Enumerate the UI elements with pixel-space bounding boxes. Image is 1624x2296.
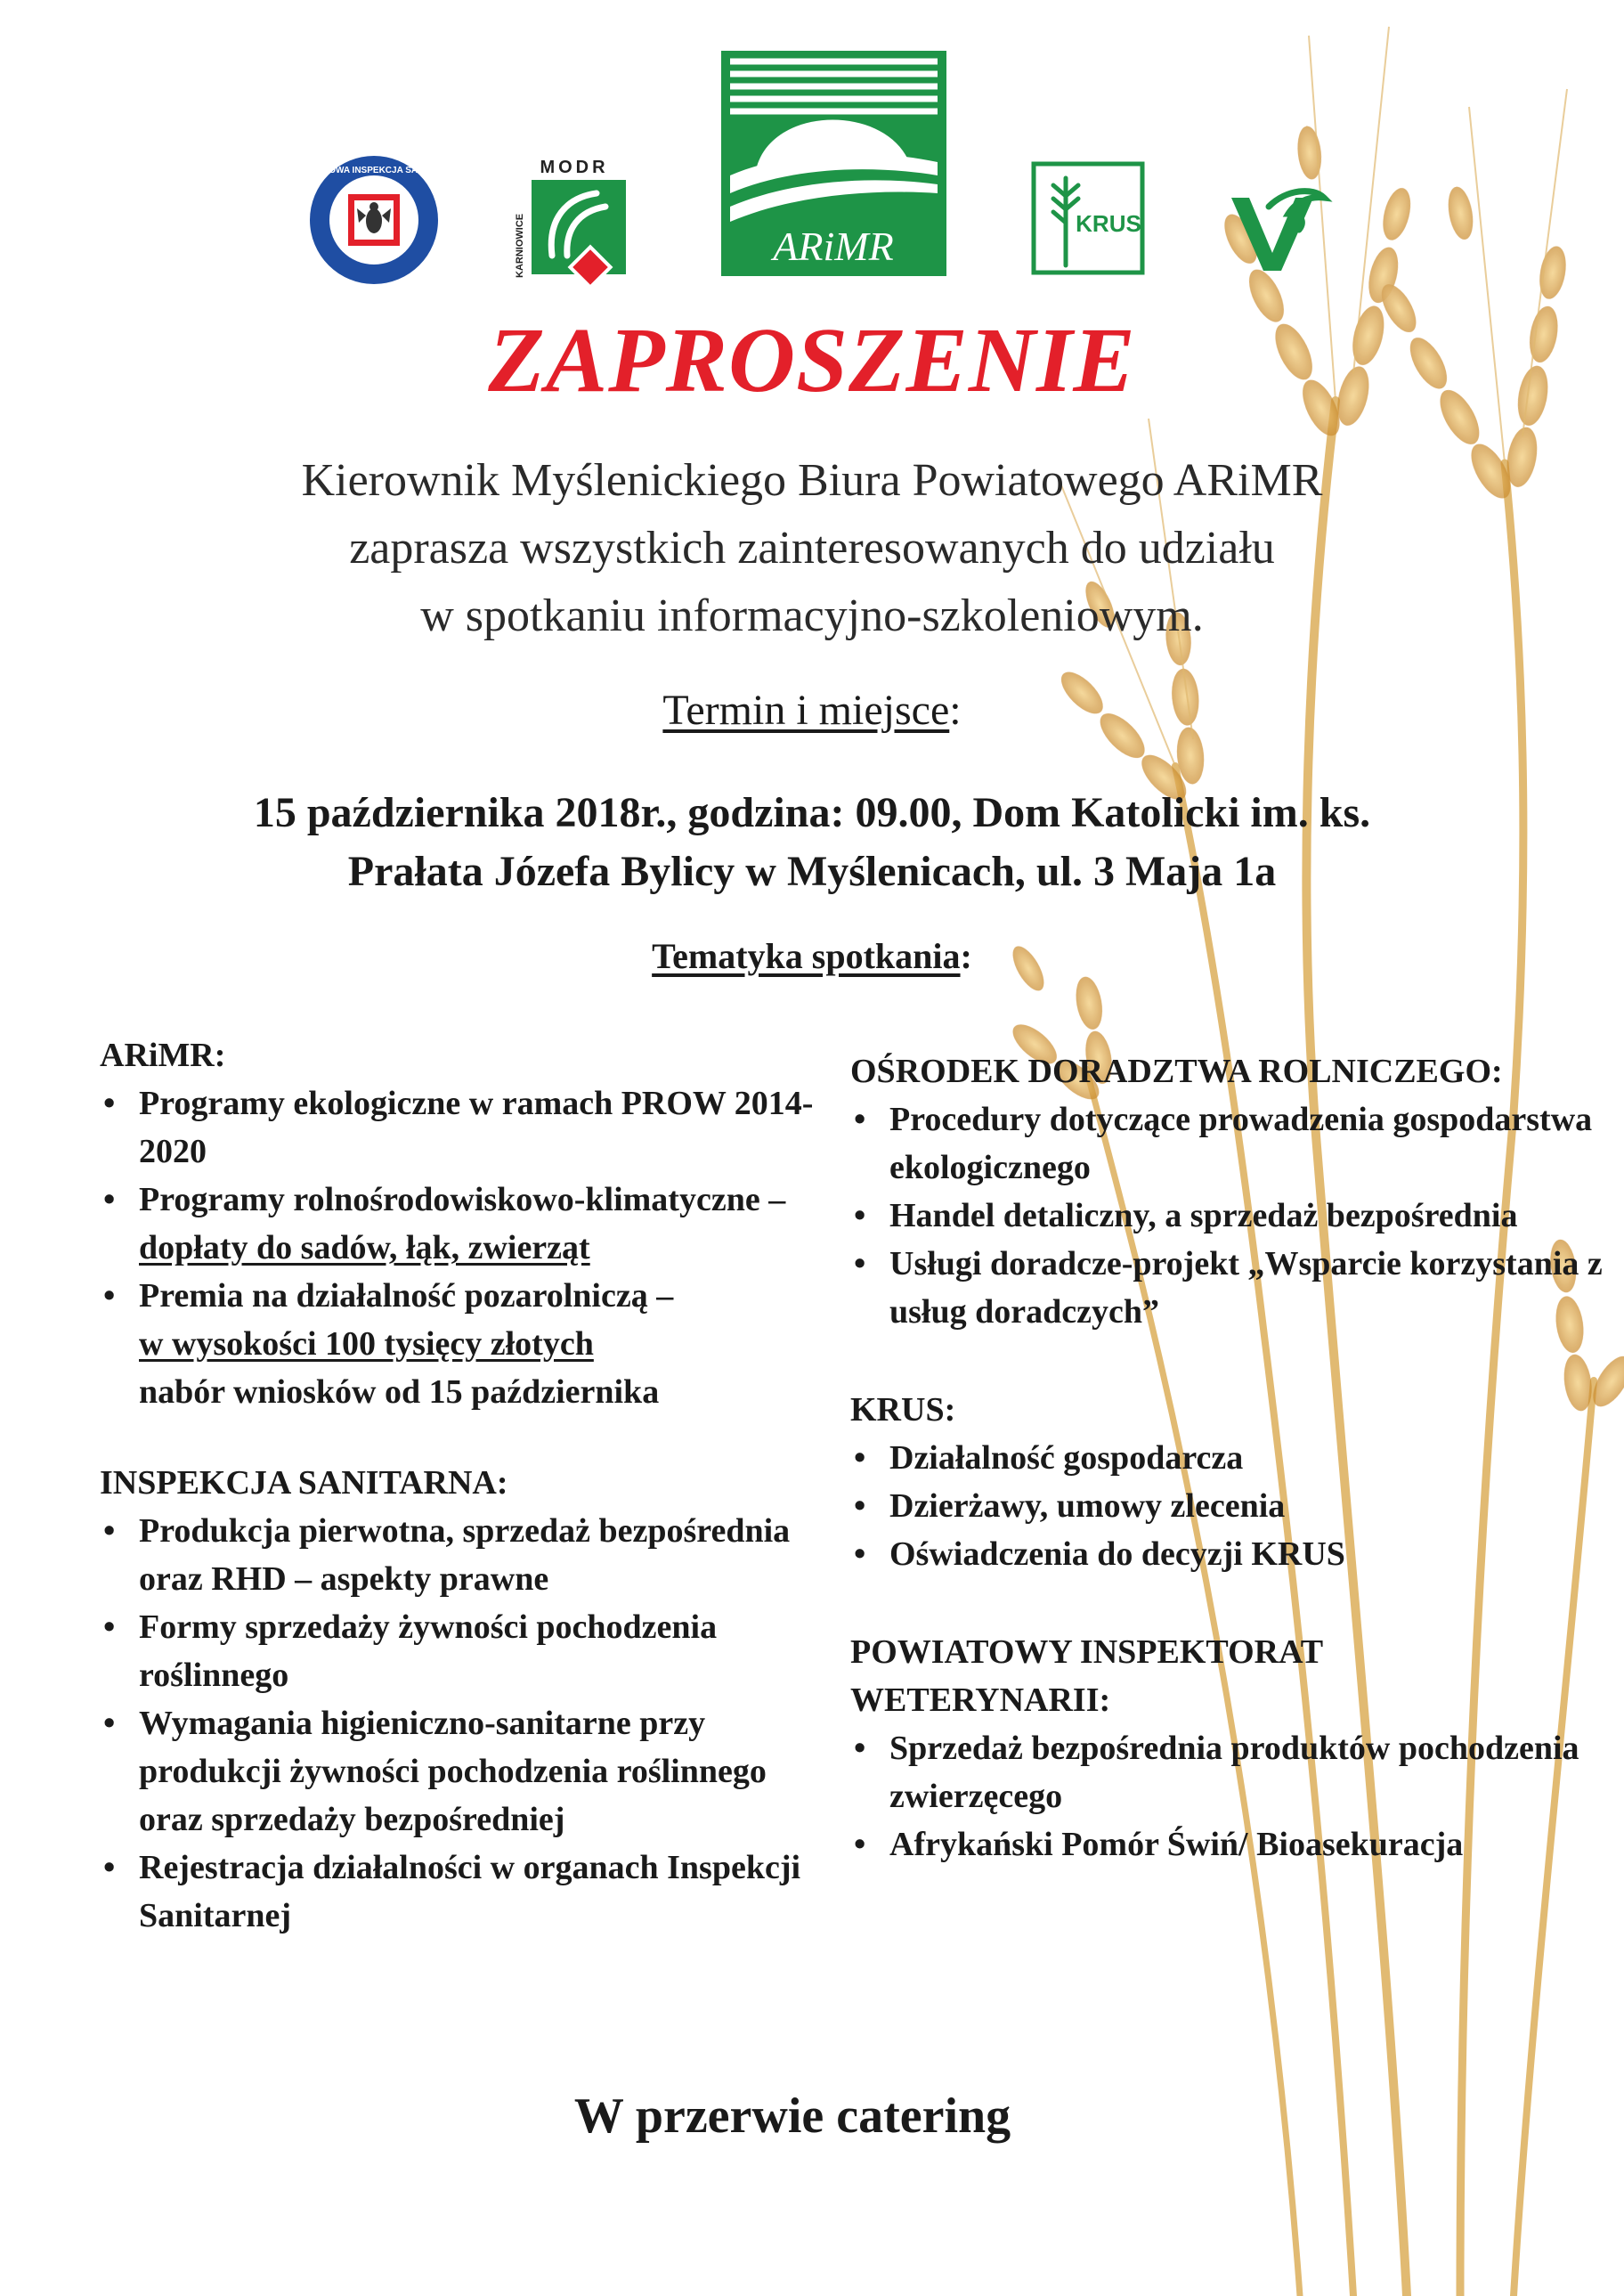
section-head-line: WETERYNARII: [850,1681,1111,1719]
arimr-logo [721,51,946,276]
footer-catering: W przerwie catering [573,2088,1011,2144]
list-item-text: Dzierżawy, umowy zlecenia [889,1487,1286,1525]
list-item [850,1820,1616,1869]
inspekcja-sanitarna-logo [290,153,458,287]
svg-text:MODR: MODR [540,158,609,177]
krus-list [850,1434,1616,1578]
list-item [850,1482,1616,1530]
list-item-underlined: dopłaty do sadów, łąk, zwierząt [139,1229,590,1266]
list-item [850,1240,1616,1336]
modr-logo [512,153,632,291]
weterynaria-list [850,1724,1616,1869]
list-item-underlined: w wysokości 100 tysięcy złotych [139,1325,594,1363]
list-item [100,1603,830,1699]
section-head-krus: KRUS: [850,1391,956,1429]
list-item-text: nabór wniosków od 15 października [139,1373,660,1411]
section-head-odr: OŚRODEK DORADZTWA ROLNICZEGO: [850,1053,1503,1090]
list-item-text: Premia na działalność pozarolniczą – [139,1277,674,1315]
list-item-text: Usługi doradcze-projekt „Wsparcie korzystania z usług doradczych” [889,1245,1603,1331]
list-item-text: Handel detaliczny, a sprzedaż bezpośrednia [889,1197,1518,1234]
sanitarna-list [100,1507,830,1940]
intro-line: w spotkaniu informacyjno-szkoleniowym. [420,590,1204,641]
termin-colon: : [949,687,962,734]
list-item [100,1079,830,1176]
list-item-text: Rejestracja działalności w organach Inspekcji Sanitarnej [139,1849,801,1934]
weterynaria-logo [1224,171,1331,278]
intro-line: zaprasza wszystkich zainteresowanych do udziału [349,523,1275,574]
svg-text:KRUS: KRUS [1076,210,1141,237]
svg-text:PAŃSTWOWA INSPEKCJA SANITARNA: PAŃSTWOWA INSPEKCJA SANITARNA [290,166,458,175]
right-column [850,1047,1616,1869]
list-item [850,1095,1616,1192]
event-date-place [0,784,1624,901]
topics-heading [0,932,1624,981]
list-item-text: Działalność gospodarcza [889,1439,1244,1477]
intro-text [0,447,1624,650]
list-item-text: Formy sprzedaży żywności pochodzenia roślinnego [139,1608,718,1694]
page-title: ZAPROSZENIE [488,309,1136,411]
list-item [100,1272,830,1416]
left-column [100,1031,830,1940]
list-item [850,1530,1616,1578]
section-head-sanitarna: INSPEKCJA SANITARNA: [100,1464,508,1502]
list-item [100,1507,830,1603]
list-item-text: Oświadczenia do decyzji KRUS [889,1535,1345,1573]
list-item-text: Procedury dotyczące prowadzenia gospodarstwa ekologicznego [889,1101,1593,1186]
termin-heading [0,684,1624,737]
svg-text:ARiMR: ARiMR [773,224,894,269]
veterinary-snake-icon [1231,191,1324,271]
list-item-text: Programy rolnośrodowiskowo-klimatyczne – [139,1181,786,1218]
list-item [850,1724,1616,1820]
svg-text:KARNIOWICE: KARNIOWICE [515,213,525,278]
list-item [850,1192,1616,1240]
list-item [100,1699,830,1844]
list-item [850,1434,1616,1482]
intro-line: Kierownik Myślenickiego Biura Powiatowego ARiMR [301,455,1323,506]
odr-list [850,1095,1616,1336]
section-head-line: POWIATOWY INSPEKTORAT [850,1633,1324,1671]
list-item [100,1844,830,1940]
krus-logo [1030,160,1146,276]
termin-label: Termin i miejsce [662,687,950,734]
list-item-text: Sprzedaż bezpośrednia produktów pochodzenia zwierzęcego [889,1730,1579,1815]
list-item-text: Produkcja pierwotna, sprzedaż bezpośrednia oraz RHD – aspekty prawne [139,1512,791,1598]
list-item [100,1176,830,1272]
place-line: Prałata Józefa Bylicy w Myślenicach, ul. 3 Maja 1a [347,848,1277,895]
list-item-text: Wymagania higieniczno-sanitarne przy produkcji żywności pochodzenia roślinnego oraz sprzedaży bezpośredniej [139,1705,767,1838]
topics-label: Tematyka spotkania [652,936,961,976]
list-item-text: Programy ekologiczne w ramach PROW 2014-2020 [139,1085,814,1170]
section-head-arimr: ARiMR: [100,1037,226,1074]
section-head-weterynaria [850,1628,1616,1724]
date-line: 15 października 2018r., godzina: 09.00, Dom Katolicki im. ks. [253,789,1371,836]
arimr-list [100,1079,830,1416]
topics-colon: : [960,936,972,976]
list-item-text: Afrykański Pomór Świń/ Bioasekuracja [889,1826,1464,1863]
